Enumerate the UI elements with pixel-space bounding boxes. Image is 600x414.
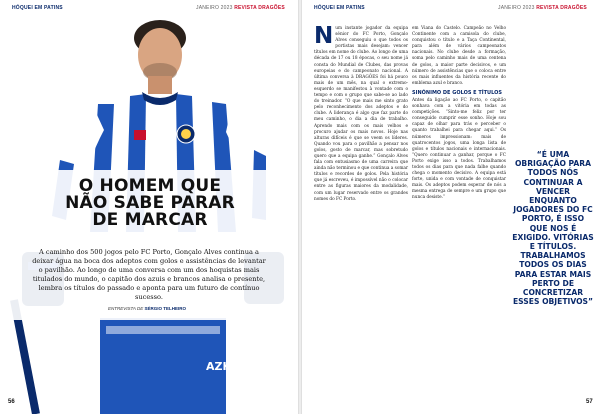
right-header	[314, 5, 365, 15]
lead-paragraph: A caminho dos 500 jogos pelo FC Porto, Gonçalo Alves continua a deixar água na boca dos adeptos com golos e assistências de levantar o pavilhão. Ao longo de uma conversa com um dos hoquistas mais titulados do mundo, o capitão dos azuis e brancos analisa o presente, lembra os títulos do passado e aponta para um futuro de contínuo sucesso.	[32, 248, 266, 301]
headline-line-1: O HOMEM QUE	[78, 176, 222, 196]
left-page	[0, 0, 298, 414]
section-label: HÓQUEI EM PATINS	[12, 5, 63, 11]
section-label-right: HÓQUEI EM PATINS	[314, 5, 365, 11]
drop-cap: N	[314, 23, 334, 49]
article-column-2	[412, 26, 506, 202]
pull-quote: “É UMA OBRIGAÇÃO PARA TODOS NÓS CONTINUAR A VENCER ENQUANTO JOGADORES DO FC PORTO, É ISSO QUE NOS É EXIGIDO. VITÓRIAS E TÍTULOS. TRABALHAMOS TODOS OS DIAS PARA ESTAR MAIS PERTO DE CONCRETIZAR ESSES OBJETIVOS”	[512, 150, 594, 307]
magazine-name: REVISTA DRAGÕES	[234, 5, 285, 11]
right-header-right	[498, 5, 587, 15]
credit-author: SÉRGIO TELHEIRO	[144, 306, 187, 311]
issue-date: JANEIRO 2023	[196, 5, 233, 11]
headline-line-3: DE MARCAR	[92, 210, 208, 230]
issue-date-right: JANEIRO 2023	[498, 5, 535, 11]
page-number-left: 56	[8, 399, 15, 405]
headline-line-2: NÃO SABE PARAR	[65, 193, 235, 213]
right-page	[302, 0, 600, 414]
credit-prefix: ENTREVISTA DE	[108, 306, 144, 311]
column-2-text-1: em Viana do Castelo. Campeão no Velho Continente com a camisola do clube, conquistou o título e a Taça Continental, para além de vários campeonatos nacionais. No clube desde a formação, soma pelo caminho mais de uma centena de golos, a maior parte decisivos, e um número de assistências que o coloca entre os mais influentes da história recente do emblema azul e branco.	[412, 26, 506, 86]
column-1-text: um instante jogador da equipa sénior do FC Porto, Gonçalo Alves conseguiu o que todos os portistas mais desejam: vencer títulos em nome do clube. Ao longo de uma década de 17 ou 18 épocas, o seu nome já consta do Mundial de Clubes, das provas europeias e do campeonato nacional. A última conversa à DRAGÕES foi há pouco mais de um mês, na qual o extremo-esquerdo se manifestou à vontade com o tempo e com o grupo que sabe-se ao lado do treinador. “O que mais me sinto grato pelo reconhecimento dos adeptos e do clube. A liderança é algo que faz parte do meu caminho, o dia a dia de trabalho. Aprendo mais com os mais velhos e procuro ajudar os mais novos. Hoje nas alturas difíceis é que se veem os líderes. Quando vou para o pavilhão a pensar nos golos, gosto de marcar, mas sobretudo quero que a equipa ganhe.” Gonçalo Alves fala com entusiasmo de uma carreira que ainda não terminou e que continua a somar títulos e recordes de golos. Pela história que já escreveu, é impossível não o colocar entre as figuras maiores da modalidade, com um lugar reservado entre os grandes nomes do FC Porto.	[314, 26, 408, 202]
magazine-name-right: REVISTA DRAGÕES	[536, 5, 587, 11]
column-2-text-2: Antes da ligação ao FC Porto, o capitão sonhava com a vitória em todas as competições. “Sinto-me feliz por ter conseguido cumprir esse sonho. Hoje sou capaz de olhar para trás e perceber o quanto trabalhei para chegar aqui.” Os números impressionam: mais de quatrocentos jogos, uma longa lista de golos e títulos nacionais e internacionais. “Quero continuar a ganhar, porque o FC Porto exige isso a todos. Trabalhamos todos os dias para que nada falhe quando chega o momento decisivo. A equipa está forte, unida e com vontade de conquistar mais. Os adeptos podem esperar de nós a mesma entrega de sempre e um grupo que nunca desiste.”	[412, 97, 506, 201]
author-credit	[108, 306, 186, 311]
page-number-right: 57	[586, 399, 593, 405]
page-title	[14, 178, 286, 229]
section-subhead: SINÓNIMO DE GOLOS E TÍTULOS	[412, 89, 502, 96]
jersey-sponsor: AZK	[206, 360, 232, 373]
article-column-1	[314, 23, 408, 203]
